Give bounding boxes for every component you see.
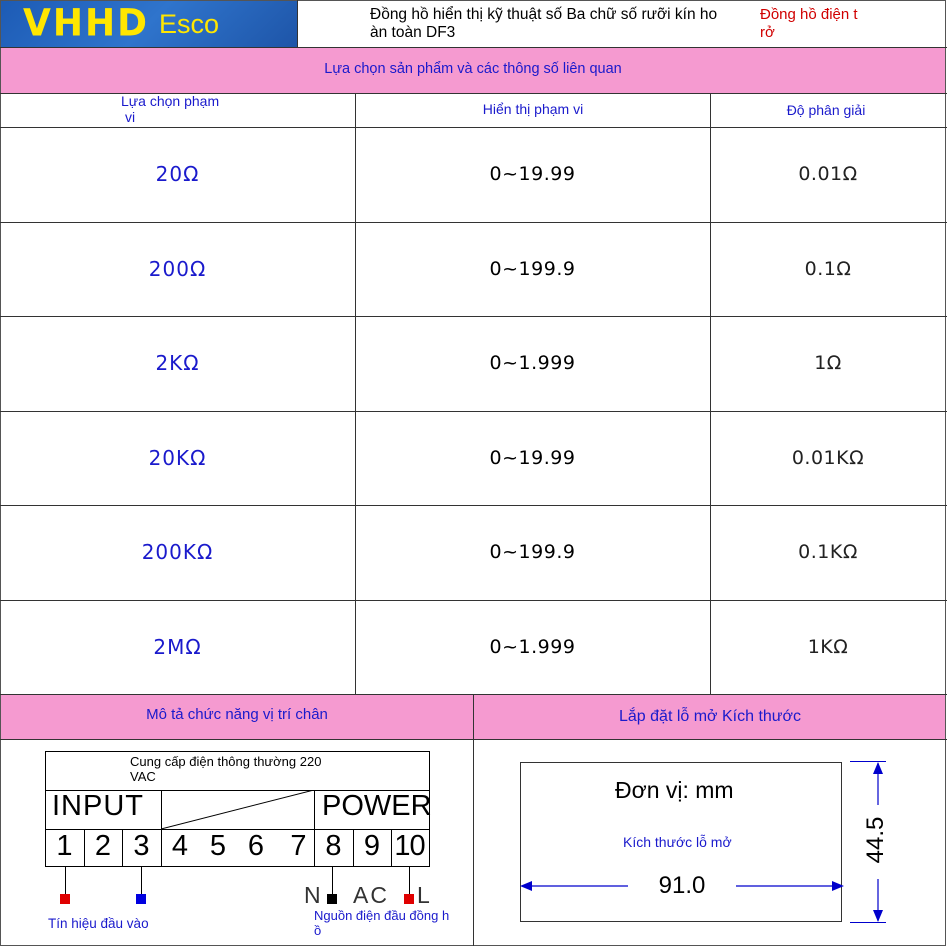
- pin-number: 2: [94, 830, 112, 862]
- resolution: 0.1Ω: [804, 258, 852, 280]
- col-header-display: Hiển thị phạm vi: [482, 101, 584, 117]
- width-value: 91.0: [658, 872, 706, 899]
- resolution: 0.01KΩ: [791, 447, 865, 469]
- range-value: 200KΩ: [141, 540, 214, 564]
- display-range: 0~19.99: [489, 163, 576, 185]
- pins-title: Mô tả chức năng vị trí chân: [146, 706, 328, 723]
- resolution: 1KΩ: [807, 636, 849, 658]
- ac-label: AC: [353, 882, 389, 908]
- input-label: INPUT: [52, 790, 144, 822]
- col-header-resolution: Độ phân giải: [786, 102, 866, 118]
- pin-number: 5: [209, 830, 227, 862]
- brand-logo: VHHD: [23, 1, 150, 46]
- l-label: L: [417, 882, 430, 908]
- unit-label: Đơn vị: mm: [615, 777, 734, 803]
- unused-pins-slash: [161, 790, 314, 830]
- pin-number: 4: [171, 830, 189, 862]
- range-value: 200Ω: [148, 257, 207, 281]
- cutout-label: Kích thước lỗ mở: [623, 834, 732, 850]
- n-label: N: [304, 882, 321, 908]
- pin-number: 10: [394, 830, 425, 862]
- pin-number: 3: [133, 830, 150, 862]
- pin-number: 8: [325, 830, 342, 862]
- resolution: 0.01Ω: [798, 163, 858, 185]
- display-range: 0~199.9: [489, 541, 576, 563]
- height-value: 44.5: [862, 816, 889, 864]
- signal-input-label: Tín hiệu đầu vào: [48, 916, 149, 931]
- pin-number: 9: [363, 830, 381, 862]
- supply-note: Cung cấp điện thông thường 220 VAC: [130, 754, 322, 784]
- range-value: 20KΩ: [148, 446, 207, 470]
- signal-negative-terminal: [136, 894, 146, 904]
- signal-positive-terminal: [60, 894, 70, 904]
- resolution: 1Ω: [814, 352, 842, 374]
- range-value: 2MΩ: [153, 635, 202, 659]
- product-title: Đồng hồ hiển thị kỹ thuật số Ba chữ số rưỡi kín ho àn toàn DF3: [370, 6, 718, 41]
- neutral-terminal: [327, 894, 337, 904]
- pin-number: 7: [290, 830, 307, 862]
- mounting-title: Lắp đặt lỗ mở Kích thước: [619, 708, 801, 725]
- product-category: Đồng hồ điện t rở: [760, 6, 858, 41]
- display-range: 0~19.99: [489, 447, 576, 469]
- power-label: POWER: [322, 790, 432, 822]
- col-header-range: Lựa chọn phạm vi: [121, 93, 220, 125]
- divider: [297, 0, 298, 48]
- brand-name: Esco: [159, 9, 220, 39]
- range-value: 20Ω: [155, 162, 200, 186]
- display-range: 0~1.999: [489, 636, 576, 658]
- brand-banner: [1, 1, 297, 47]
- display-range: 0~199.9: [489, 258, 576, 280]
- display-range: 0~1.999: [489, 352, 576, 374]
- selection-title: Lựa chọn sản phẩm và các thông số liên quan: [324, 61, 622, 77]
- resolution: 0.1KΩ: [798, 541, 858, 563]
- pin-number: 6: [247, 830, 265, 862]
- power-source-label: Nguồn điện đầu đồng h ồ: [314, 908, 450, 938]
- pin-number: 1: [56, 830, 73, 862]
- live-terminal: [404, 894, 414, 904]
- range-value: 2KΩ: [155, 351, 200, 375]
